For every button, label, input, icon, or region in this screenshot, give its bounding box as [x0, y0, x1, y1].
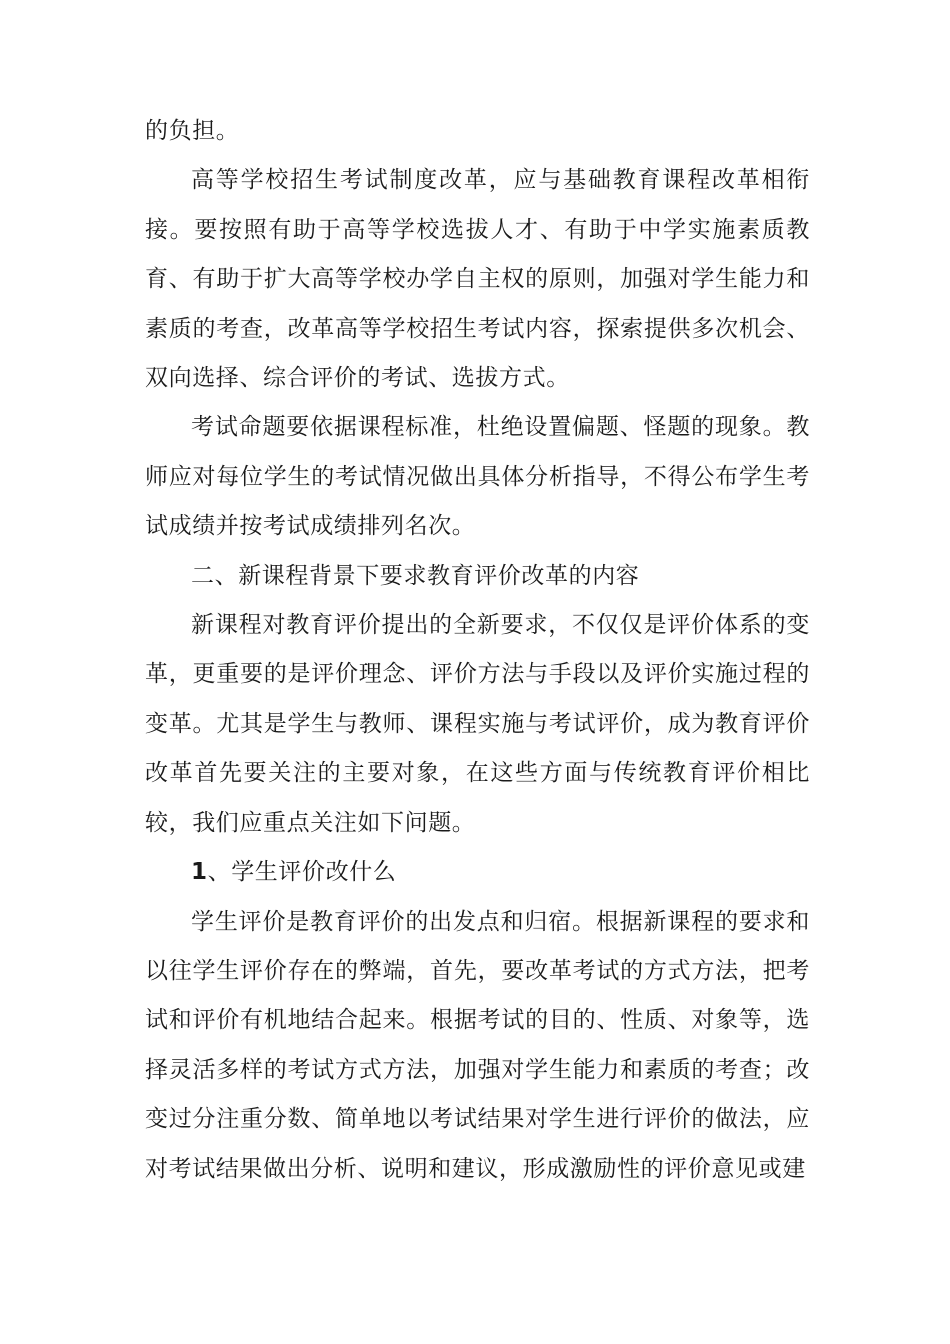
paragraph-student-evaluation: 学生评价是教育评价的出发点和归宿。根据新课程的要求和以往学生评价存在的弊端，首先，要改革考试的方式方法，把考试和评价有机地结合起来。根据考试的目的、性质、对象等，选择灵活多样的考试方式方法，加强对学生能力和素质的考查；改变过分注重分数、简单地以考试结果对学生进行评价的做法，应对考试结果做出分析、说明和建议，形成激励性的评价意见或建 [145, 908, 810, 1182]
subsection-title: 、学生评价改什么 [207, 859, 397, 886]
paragraph-exam-proposition: 考试命题要依据课程标准，杜绝设置偏题、怪题的现象。教师应对每位学生的考试情况做出具体分析指导，不得公布学生考试成绩并按考试成绩排列名次。 [145, 414, 810, 540]
section-heading: 二、新课程背景下要求教育评价改革的内容 [191, 562, 640, 589]
paragraph-admission-reform: 高等学校招生考试制度改革，应与基础教育课程改革相衔接。要按照有助于高等学校选拔人才、有助于中学实施素质教育、有助于扩大高等学校办学自主权的原则，加强对学生能力和素质的考查，改革高等学校招生考试内容，探索提供多次机会、双向选择、综合评价的考试、选拔方式。 [145, 167, 810, 392]
paragraph-continuation: 的负担。 [145, 118, 240, 144]
subsection-number: 1 [191, 859, 208, 886]
body-text [145, 107, 810, 1194]
subsection-heading [145, 848, 810, 897]
paragraph-new-curriculum: 新课程对教育评价提出的全新要求，不仅仅是评价体系的变革，更重要的是评价理念、评价方法与手段以及评价实施过程的变革。尤其是学生与教师、课程实施与考试评价，成为教育评价改革首先要关注的主要对象，在这些方面与传统教育评价相比较，我们应重点关注如下问题。 [145, 612, 810, 836]
